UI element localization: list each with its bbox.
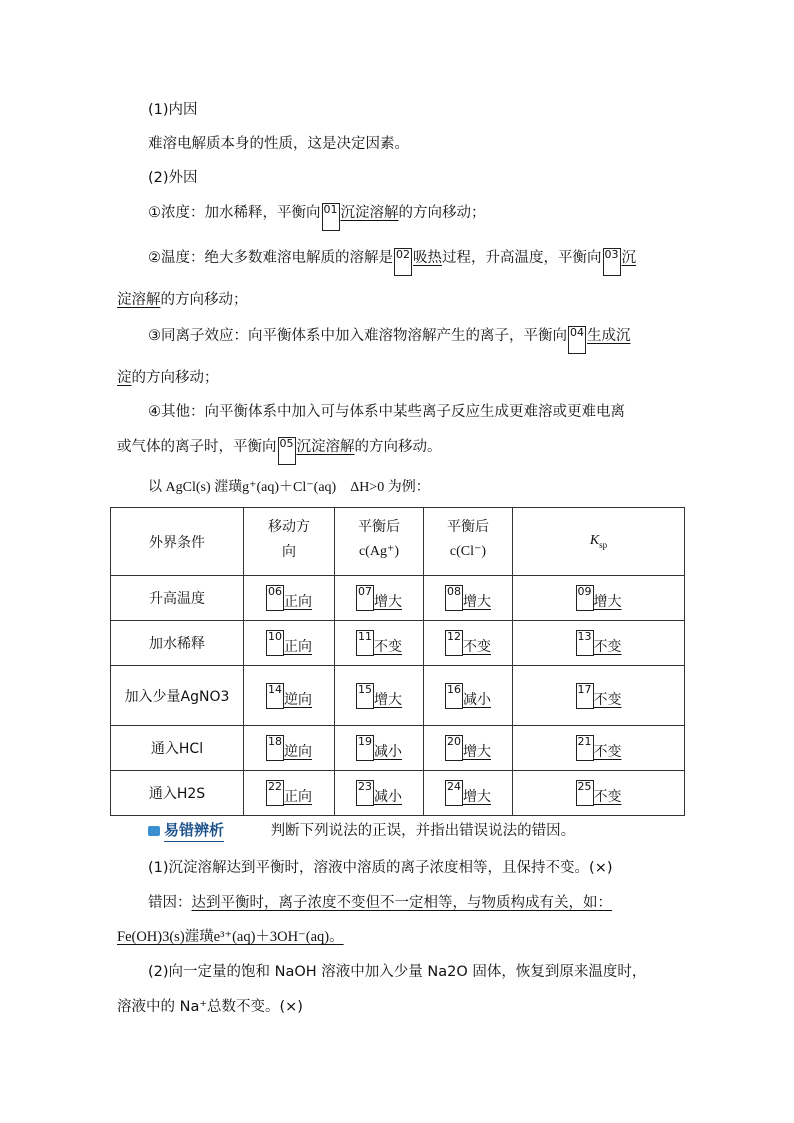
table-row: [111, 666, 685, 726]
blank-number: 04: [568, 326, 586, 354]
answer: 增大: [463, 789, 491, 805]
condition-cell: 加水稀释: [111, 621, 244, 666]
blank-number: 05: [278, 437, 296, 465]
value-cell: [244, 621, 335, 666]
value-cell: [424, 771, 513, 816]
answer: 增大: [593, 594, 622, 610]
text: ③同离子效应：向平衡体系中加入难溶物溶解产生的离子，平衡向: [148, 328, 567, 344]
question-1-reason-cont: Fe(OH)3(s)漄璜e³⁺(aq)＋3OH⁻(aq)。: [117, 929, 344, 945]
blank-number: 22: [266, 780, 284, 806]
blank-number: 06: [266, 585, 284, 611]
header-ag: [335, 508, 424, 576]
blank-number: 24: [445, 780, 463, 806]
condition-cell: 通入HCl: [111, 726, 244, 771]
blank-number: 01: [322, 203, 340, 231]
para-internal-cause: 难溶电解质本身的性质，这是决定因素。: [148, 136, 409, 152]
value-cell: [335, 771, 424, 816]
answer: 沉淀溶解: [340, 205, 399, 221]
answer: 增大: [374, 691, 402, 708]
text: 移动方: [268, 518, 310, 535]
condition-cell: 升高温度: [111, 576, 244, 621]
para-internal-cause-heading: (1)内因: [148, 102, 198, 118]
blank-number: 20: [445, 735, 463, 761]
answer: 不变: [463, 639, 491, 655]
header-direction: [244, 508, 335, 576]
value-cell: [513, 621, 685, 666]
table-row: [111, 621, 685, 666]
answer: 增大: [463, 594, 491, 610]
answer: 减小: [374, 744, 402, 760]
text: c(Cl⁻): [449, 543, 487, 559]
answer: 减小: [374, 789, 402, 805]
answer: 减小: [463, 691, 491, 708]
text: 的方向移动；: [398, 205, 486, 221]
question-1: (1)沉淀溶解达到平衡时，溶液中溶质的离子浓度相等，且保持不变。(×): [148, 860, 613, 876]
text: ①浓度：加水稀释，平衡向: [148, 205, 321, 221]
answer: 不变: [593, 789, 622, 805]
conditions-table: [110, 507, 685, 816]
table-row: [111, 576, 685, 621]
blank-number: 12: [445, 630, 463, 656]
value-cell: [513, 726, 685, 771]
answer: 不变: [593, 744, 622, 760]
text: 的方向移动。: [354, 439, 442, 455]
text: 平衡后: [447, 518, 489, 535]
answer: 吸热: [413, 250, 442, 266]
example-equation: 以 AgCl(s) 漄璜g⁺(aq)＋Cl⁻(aq) ΔH>0 为例：: [148, 480, 430, 495]
value-cell: [513, 576, 685, 621]
text: c(Ag⁺): [358, 543, 400, 559]
question-2: (2)向一定量的饱和 NaOH 溶液中加入少量 Na2O 固体，恢复到原来温度时，: [148, 964, 647, 980]
blank-number: 08: [445, 585, 463, 611]
answer: 沉: [621, 250, 636, 266]
text: 向: [282, 543, 296, 560]
text: 或气体的离子时，平衡向: [117, 439, 277, 455]
text: 错因：: [148, 895, 192, 911]
table-row: [111, 771, 685, 816]
para-temperature-cont: [117, 290, 248, 310]
text: 的方向移动；: [160, 292, 248, 308]
text: ②温度：绝大多数难溶电解质的溶解是: [148, 250, 393, 266]
para-external-cause-heading: (2)外因: [148, 170, 198, 186]
answer: 增大: [463, 744, 491, 760]
blank-number: 19: [356, 735, 374, 761]
value-cell: [335, 621, 424, 666]
blank-number: 13: [576, 630, 594, 656]
blank-number: 25: [576, 780, 594, 806]
value-cell: [424, 726, 513, 771]
question-2-cont: 溶液中的 Na⁺总数不变。(×): [117, 999, 303, 1015]
book-icon: [148, 826, 160, 836]
blank-number: 10: [266, 630, 284, 656]
para-common-ion-cont: [117, 368, 219, 388]
para-common-ion: [148, 326, 631, 354]
blank-number: 16: [445, 683, 463, 709]
error-analysis-header: [148, 820, 575, 841]
question-1-reason: [148, 893, 612, 913]
table-header-row: [111, 508, 685, 576]
answer: 逆向: [284, 691, 312, 708]
answer: 不变: [374, 639, 402, 655]
answer: 沉淀溶解: [296, 439, 355, 455]
value-cell: [335, 726, 424, 771]
text: 平衡后: [358, 518, 400, 535]
blank-number: 09: [576, 585, 594, 611]
answer: 生成沉: [587, 328, 631, 344]
value-cell: [513, 771, 685, 816]
table-row: [111, 726, 685, 771]
condition-cell: 加入少量AgNO3: [111, 666, 244, 726]
para-concentration: [148, 203, 486, 231]
answer: 正向: [284, 789, 312, 805]
para-other: ④其他：向平衡体系中加入可与体系中某些离子反应生成更难溶或更难电离: [148, 404, 625, 420]
blank-number: 23: [356, 780, 374, 806]
answer: 正向: [284, 639, 312, 655]
blank-number: 02: [394, 248, 412, 276]
blank-number: 07: [356, 585, 374, 611]
answer: 逆向: [284, 744, 312, 760]
text: 判断下列说法的正误，并指出错误说法的错因。: [270, 823, 576, 839]
blank-number: 17: [576, 683, 594, 709]
blank-number: 11: [356, 630, 374, 656]
value-cell: [244, 576, 335, 621]
header-cl: [424, 508, 513, 576]
value-cell: [335, 666, 424, 726]
answer: 淀溶解: [117, 292, 161, 308]
text: 过程，升高温度，平衡向: [442, 250, 602, 266]
header-condition: [111, 508, 244, 576]
text: 的方向移动；: [131, 370, 219, 386]
blank-number: 14: [266, 683, 284, 709]
condition-cell: 通入H2S: [111, 771, 244, 816]
answer: 达到平衡时，离子浓度不变但不一定相等，与物质构成有关，如：: [191, 895, 612, 911]
header-ksp: $K_{sp}$: [513, 508, 685, 576]
value-cell: [335, 576, 424, 621]
answer: 正向: [284, 594, 312, 610]
answer: 增大: [374, 594, 402, 610]
para-temperature: [148, 248, 636, 276]
answer: 不变: [593, 691, 622, 708]
text: 易错辨析: [164, 821, 224, 842]
blank-number: 15: [356, 683, 374, 709]
value-cell: [424, 666, 513, 726]
value-cell: [244, 666, 335, 726]
answer: 不变: [593, 639, 622, 655]
value-cell: [513, 666, 685, 726]
blank-number: 03: [603, 248, 621, 276]
para-other-cont: [117, 437, 442, 465]
text: 外界条件: [149, 534, 205, 551]
value-cell: [244, 771, 335, 816]
answer: 淀: [117, 370, 132, 386]
value-cell: [244, 726, 335, 771]
blank-number: 18: [266, 735, 284, 761]
blank-number: 21: [576, 735, 594, 761]
value-cell: [424, 621, 513, 666]
value-cell: [424, 576, 513, 621]
